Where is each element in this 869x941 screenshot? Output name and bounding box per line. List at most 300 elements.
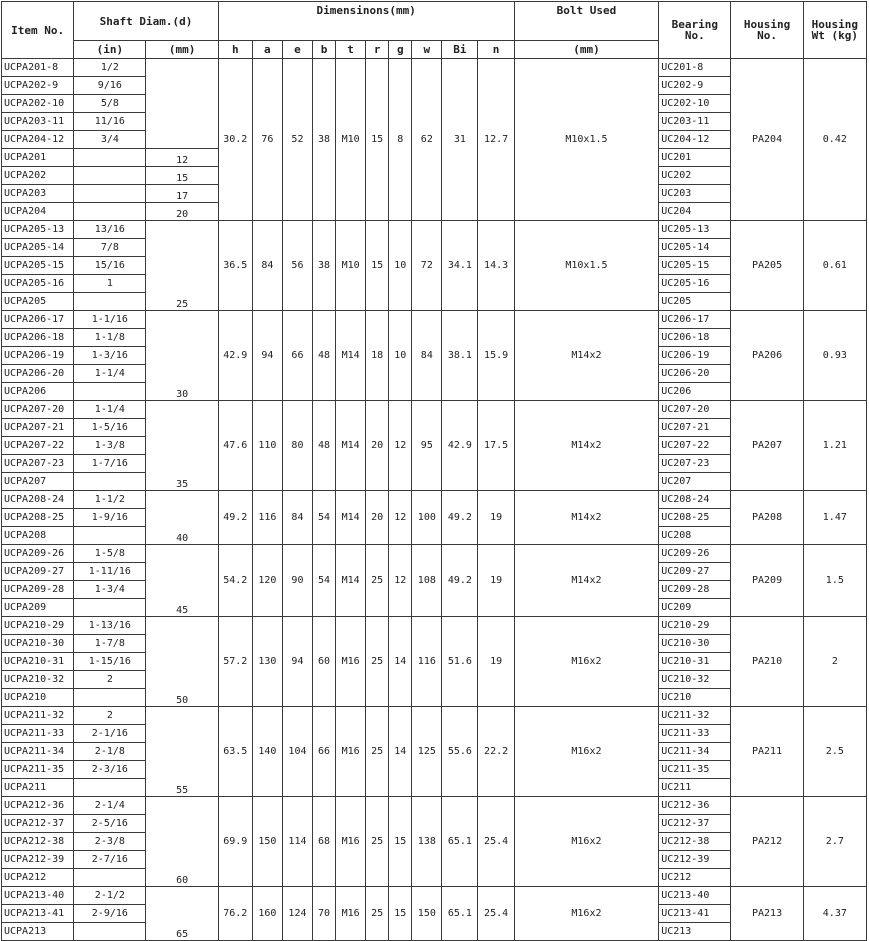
shaft-in-cell: 1-7/8	[74, 635, 146, 653]
dim-g-cell: 15	[389, 887, 412, 941]
item-no-cell: UCPA205-14	[2, 239, 74, 257]
bearing-no-cell: UC202-9	[659, 77, 731, 95]
dim-t-cell: M10	[336, 221, 366, 311]
shaft-in-cell	[74, 383, 146, 401]
dim-e-cell: 84	[282, 491, 312, 545]
shaft-in-cell: 1-15/16	[74, 653, 146, 671]
table-row	[2, 545, 867, 563]
dim-b-cell: 70	[313, 887, 336, 941]
dim-b-cell: 60	[313, 617, 336, 707]
dim-h-cell: 49.2	[218, 491, 252, 545]
shaft-in-cell: 5/8	[74, 95, 146, 113]
table-header	[2, 2, 867, 59]
item-no-cell: UCPA207	[2, 473, 74, 491]
housing-wt-cell: 2	[803, 617, 866, 707]
table-row	[2, 59, 867, 77]
bearing-no-cell: UC206-17	[659, 311, 731, 329]
shaft-in-cell: 1-13/16	[74, 617, 146, 635]
shaft-mm-cell: 35	[146, 401, 218, 491]
dim-a-cell: 120	[252, 545, 282, 617]
dim-bi-cell: 51.6	[442, 617, 478, 707]
dim-t-cell: M16	[336, 617, 366, 707]
dim-h-cell: 63.5	[218, 707, 252, 797]
header-dim-r: r	[366, 41, 389, 59]
dim-n-cell: 19	[478, 491, 514, 545]
dim-a-cell: 150	[252, 797, 282, 887]
shaft-in-cell	[74, 203, 146, 221]
dim-bi-cell: 65.1	[442, 797, 478, 887]
dim-e-cell: 104	[282, 707, 312, 797]
item-no-cell: UCPA211	[2, 779, 74, 797]
item-no-cell: UCPA204-12	[2, 131, 74, 149]
dim-n-cell: 22.2	[478, 707, 514, 797]
header-dim-t: t	[336, 41, 366, 59]
dim-w-cell: 62	[412, 59, 442, 221]
dim-e-cell: 114	[282, 797, 312, 887]
shaft-in-cell: 2	[74, 707, 146, 725]
dim-n-cell: 12.7	[478, 59, 514, 221]
dim-a-cell: 84	[252, 221, 282, 311]
dim-bi-cell: 31	[442, 59, 478, 221]
bearing-no-cell: UC203	[659, 185, 731, 203]
item-no-cell: UCPA210	[2, 689, 74, 707]
bearing-no-cell: UC204-12	[659, 131, 731, 149]
dim-h-cell: 54.2	[218, 545, 252, 617]
bearing-no-cell: UC207-23	[659, 455, 731, 473]
dim-a-cell: 116	[252, 491, 282, 545]
housing-no-cell: PA211	[731, 707, 803, 797]
shaft-in-cell	[74, 779, 146, 797]
dim-bi-cell: 65.1	[442, 887, 478, 941]
bolt-used-cell: M14x2	[514, 311, 658, 401]
dim-w-cell: 100	[412, 491, 442, 545]
header-dim-n: n	[478, 41, 514, 59]
dim-b-cell: 66	[313, 707, 336, 797]
dim-h-cell: 76.2	[218, 887, 252, 941]
dim-g-cell: 8	[389, 59, 412, 221]
dim-a-cell: 110	[252, 401, 282, 491]
dim-e-cell: 90	[282, 545, 312, 617]
header-dim-a: a	[252, 41, 282, 59]
item-no-cell: UCPA205	[2, 293, 74, 311]
housing-no-cell: PA210	[731, 617, 803, 707]
shaft-in-cell: 1-3/8	[74, 437, 146, 455]
bolt-used-cell: M10x1.5	[514, 59, 658, 221]
bearing-no-cell: UC211-35	[659, 761, 731, 779]
dim-b-cell: 54	[313, 491, 336, 545]
item-no-cell: UCPA209-28	[2, 581, 74, 599]
dim-g-cell: 10	[389, 311, 412, 401]
dim-b-cell: 48	[313, 401, 336, 491]
dim-n-cell: 25.4	[478, 887, 514, 941]
dim-e-cell: 66	[282, 311, 312, 401]
bearing-no-cell: UC211-34	[659, 743, 731, 761]
shaft-mm-cell: 20	[146, 203, 218, 221]
bearing-no-cell: UC208-24	[659, 491, 731, 509]
bearing-no-cell: UC213	[659, 923, 731, 941]
bolt-used-cell: M14x2	[514, 545, 658, 617]
shaft-in-cell: 1-7/16	[74, 455, 146, 473]
dim-h-cell: 47.6	[218, 401, 252, 491]
shaft-in-cell: 1-1/16	[74, 311, 146, 329]
bolt-used-cell: M16x2	[514, 707, 658, 797]
dim-t-cell: M16	[336, 887, 366, 941]
bearing-no-cell: UC212-36	[659, 797, 731, 815]
dim-g-cell: 12	[389, 401, 412, 491]
dim-w-cell: 125	[412, 707, 442, 797]
bearing-no-cell: UC202-10	[659, 95, 731, 113]
item-no-cell: UCPA213-41	[2, 905, 74, 923]
bearing-no-cell: UC211	[659, 779, 731, 797]
bearing-no-cell: UC212-37	[659, 815, 731, 833]
dim-t-cell: M14	[336, 401, 366, 491]
shaft-in-cell: 3/4	[74, 131, 146, 149]
shaft-in-cell: 1-5/8	[74, 545, 146, 563]
shaft-mm-cell: 60	[146, 797, 218, 887]
dim-w-cell: 108	[412, 545, 442, 617]
dim-t-cell: M14	[336, 491, 366, 545]
item-no-cell: UCPA209	[2, 599, 74, 617]
dim-r-cell: 25	[366, 545, 389, 617]
header-dim-e: e	[282, 41, 312, 59]
housing-wt-cell: 2.5	[803, 707, 866, 797]
shaft-mm-cell: 50	[146, 617, 218, 707]
dim-g-cell: 12	[389, 545, 412, 617]
dim-r-cell: 15	[366, 59, 389, 221]
bearing-no-cell: UC206	[659, 383, 731, 401]
bearing-no-cell: UC202	[659, 167, 731, 185]
bearing-no-cell: UC207	[659, 473, 731, 491]
bearing-no-cell: UC204	[659, 203, 731, 221]
dim-r-cell: 25	[366, 707, 389, 797]
table-row	[2, 797, 867, 815]
dim-r-cell: 20	[366, 491, 389, 545]
item-no-cell: UCPA212-39	[2, 851, 74, 869]
item-no-cell: UCPA207-20	[2, 401, 74, 419]
bearing-no-cell: UC207-22	[659, 437, 731, 455]
bearing-no-cell: UC210-30	[659, 635, 731, 653]
dim-b-cell: 38	[313, 59, 336, 221]
shaft-in-cell: 2-1/16	[74, 725, 146, 743]
housing-wt-cell: 0.42	[803, 59, 866, 221]
item-no-cell: UCPA208-25	[2, 509, 74, 527]
item-no-cell: UCPA212-38	[2, 833, 74, 851]
dim-bi-cell: 34.1	[442, 221, 478, 311]
item-no-cell: UCPA208	[2, 527, 74, 545]
shaft-mm-cell: 12	[146, 149, 218, 167]
bearing-no-cell: UC210	[659, 689, 731, 707]
bearing-no-cell: UC212	[659, 869, 731, 887]
bearing-no-cell: UC205-16	[659, 275, 731, 293]
dim-a-cell: 76	[252, 59, 282, 221]
header-bearing-no: Bearing No.	[659, 2, 731, 59]
dim-n-cell: 15.9	[478, 311, 514, 401]
table-row	[2, 491, 867, 509]
bearing-no-cell: UC201-8	[659, 59, 731, 77]
bearing-no-cell: UC212-39	[659, 851, 731, 869]
item-no-cell: UCPA202-10	[2, 95, 74, 113]
table-row	[2, 401, 867, 419]
dim-w-cell: 84	[412, 311, 442, 401]
housing-no-cell: PA208	[731, 491, 803, 545]
dim-r-cell: 25	[366, 797, 389, 887]
item-no-cell: UCPA207-23	[2, 455, 74, 473]
dim-g-cell: 15	[389, 797, 412, 887]
dim-b-cell: 38	[313, 221, 336, 311]
dim-r-cell: 25	[366, 617, 389, 707]
dim-e-cell: 52	[282, 59, 312, 221]
bearing-no-cell: UC209	[659, 599, 731, 617]
bearing-no-cell: UC208-25	[659, 509, 731, 527]
item-no-cell: UCPA207-22	[2, 437, 74, 455]
item-no-cell: UCPA205-16	[2, 275, 74, 293]
bearing-no-cell: UC205-13	[659, 221, 731, 239]
bearing-no-cell: UC210-29	[659, 617, 731, 635]
dim-bi-cell: 55.6	[442, 707, 478, 797]
dim-w-cell: 72	[412, 221, 442, 311]
dim-n-cell: 19	[478, 545, 514, 617]
housing-wt-cell: 2.7	[803, 797, 866, 887]
header-housing-wt: Housing Wt (kg)	[803, 2, 866, 59]
dim-t-cell: M14	[336, 311, 366, 401]
housing-wt-cell: 4.37	[803, 887, 866, 941]
shaft-in-cell: 1-5/16	[74, 419, 146, 437]
shaft-in-cell	[74, 599, 146, 617]
table-row	[2, 707, 867, 725]
shaft-in-cell: 15/16	[74, 257, 146, 275]
housing-no-cell: PA209	[731, 545, 803, 617]
bearing-no-cell: UC205	[659, 293, 731, 311]
shaft-in-cell: 2	[74, 671, 146, 689]
shaft-in-cell: 1-1/4	[74, 401, 146, 419]
dim-e-cell: 80	[282, 401, 312, 491]
bearing-no-cell: UC206-19	[659, 347, 731, 365]
shaft-mm-cell: 40	[146, 491, 218, 545]
bearing-no-cell: UC211-32	[659, 707, 731, 725]
item-no-cell: UCPA212-37	[2, 815, 74, 833]
header-dim-h: h	[218, 41, 252, 59]
item-no-cell: UCPA210-31	[2, 653, 74, 671]
bearing-no-cell: UC212-38	[659, 833, 731, 851]
bearing-no-cell: UC209-26	[659, 545, 731, 563]
bolt-used-cell: M16x2	[514, 887, 658, 941]
header-dim-b: b	[313, 41, 336, 59]
dim-e-cell: 94	[282, 617, 312, 707]
dim-g-cell: 12	[389, 491, 412, 545]
housing-no-cell: PA205	[731, 221, 803, 311]
dim-bi-cell: 49.2	[442, 545, 478, 617]
dim-h-cell: 36.5	[218, 221, 252, 311]
bolt-used-cell: M14x2	[514, 401, 658, 491]
item-no-cell: UCPA205-15	[2, 257, 74, 275]
dim-bi-cell: 49.2	[442, 491, 478, 545]
dim-h-cell: 42.9	[218, 311, 252, 401]
shaft-mm-cell: 55	[146, 707, 218, 797]
bolt-used-cell: M10x1.5	[514, 221, 658, 311]
header-dim-w: w	[412, 41, 442, 59]
shaft-in-cell	[74, 689, 146, 707]
header-dim-g: g	[389, 41, 412, 59]
bearing-no-cell: UC203-11	[659, 113, 731, 131]
bearing-no-cell: UC211-33	[659, 725, 731, 743]
item-no-cell: UCPA202	[2, 167, 74, 185]
dim-n-cell: 19	[478, 617, 514, 707]
bearing-no-cell: UC201	[659, 149, 731, 167]
shaft-in-cell: 1-9/16	[74, 509, 146, 527]
shaft-in-cell: 1-1/8	[74, 329, 146, 347]
item-no-cell: UCPA201	[2, 149, 74, 167]
dim-g-cell: 14	[389, 617, 412, 707]
item-no-cell: UCPA207-21	[2, 419, 74, 437]
housing-no-cell: PA204	[731, 59, 803, 221]
item-no-cell: UCPA206-19	[2, 347, 74, 365]
housing-wt-cell: 0.93	[803, 311, 866, 401]
dim-t-cell: M10	[336, 59, 366, 221]
item-no-cell: UCPA206-17	[2, 311, 74, 329]
dim-n-cell: 14.3	[478, 221, 514, 311]
header-mm: (mm)	[146, 41, 218, 59]
item-no-cell: UCPA211-35	[2, 761, 74, 779]
bearing-no-cell: UC213-40	[659, 887, 731, 905]
dim-g-cell: 10	[389, 221, 412, 311]
dim-r-cell: 25	[366, 887, 389, 941]
shaft-in-cell: 9/16	[74, 77, 146, 95]
shaft-in-cell	[74, 869, 146, 887]
item-no-cell: UCPA206-18	[2, 329, 74, 347]
table-row	[2, 887, 867, 905]
shaft-in-cell: 7/8	[74, 239, 146, 257]
item-no-cell: UCPA206	[2, 383, 74, 401]
dim-w-cell: 116	[412, 617, 442, 707]
dim-e-cell: 56	[282, 221, 312, 311]
item-no-cell: UCPA203	[2, 185, 74, 203]
dim-n-cell: 17.5	[478, 401, 514, 491]
dim-a-cell: 140	[252, 707, 282, 797]
shaft-mm-cell: 65	[146, 887, 218, 941]
bolt-used-cell: M14x2	[514, 491, 658, 545]
dim-w-cell: 95	[412, 401, 442, 491]
dim-r-cell: 15	[366, 221, 389, 311]
dim-h-cell: 69.9	[218, 797, 252, 887]
bearing-no-cell: UC207-20	[659, 401, 731, 419]
item-no-cell: UCPA211-33	[2, 725, 74, 743]
item-no-cell: UCPA209-26	[2, 545, 74, 563]
dim-t-cell: M14	[336, 545, 366, 617]
dim-w-cell: 150	[412, 887, 442, 941]
item-no-cell: UCPA209-27	[2, 563, 74, 581]
shaft-in-cell: 1-1/4	[74, 365, 146, 383]
dim-b-cell: 68	[313, 797, 336, 887]
shaft-in-cell: 2-1/2	[74, 887, 146, 905]
item-no-cell: UCPA201-8	[2, 59, 74, 77]
bearing-no-cell: UC206-18	[659, 329, 731, 347]
shaft-in-cell	[74, 923, 146, 941]
shaft-in-cell: 1/2	[74, 59, 146, 77]
header-shaft-diam: Shaft Diam.(d)	[74, 2, 218, 41]
item-no-cell: UCPA210-32	[2, 671, 74, 689]
housing-wt-cell: 1.21	[803, 401, 866, 491]
item-no-cell: UCPA202-9	[2, 77, 74, 95]
item-no-cell: UCPA210-29	[2, 617, 74, 635]
bearing-no-cell: UC213-41	[659, 905, 731, 923]
bearing-no-cell: UC208	[659, 527, 731, 545]
shaft-in-cell	[74, 527, 146, 545]
shaft-in-cell: 1	[74, 275, 146, 293]
shaft-in-cell	[74, 293, 146, 311]
shaft-in-cell: 11/16	[74, 113, 146, 131]
table-row	[2, 617, 867, 635]
dim-g-cell: 14	[389, 707, 412, 797]
bearing-no-cell: UC205-15	[659, 257, 731, 275]
housing-no-cell: PA207	[731, 401, 803, 491]
item-no-cell: UCPA212	[2, 869, 74, 887]
item-no-cell: UCPA212-36	[2, 797, 74, 815]
dim-t-cell: M16	[336, 707, 366, 797]
shaft-in-cell: 1-3/16	[74, 347, 146, 365]
dim-n-cell: 25.4	[478, 797, 514, 887]
bolt-used-cell: M16x2	[514, 617, 658, 707]
housing-wt-cell: 1.47	[803, 491, 866, 545]
bearing-no-cell: UC207-21	[659, 419, 731, 437]
shaft-in-cell: 1-11/16	[74, 563, 146, 581]
header-dim-bi: Bi	[442, 41, 478, 59]
item-no-cell: UCPA204	[2, 203, 74, 221]
shaft-mm-cell: 15	[146, 167, 218, 185]
shaft-in-cell: 2-9/16	[74, 905, 146, 923]
shaft-mm-cell: 25	[146, 221, 218, 311]
dim-h-cell: 30.2	[218, 59, 252, 221]
item-no-cell: UCPA211-32	[2, 707, 74, 725]
dim-h-cell: 57.2	[218, 617, 252, 707]
shaft-mm-cell: 30	[146, 311, 218, 401]
shaft-in-cell: 2-3/8	[74, 833, 146, 851]
dim-r-cell: 18	[366, 311, 389, 401]
shaft-in-cell	[74, 149, 146, 167]
dim-a-cell: 160	[252, 887, 282, 941]
housing-wt-cell: 1.5	[803, 545, 866, 617]
item-no-cell: UCPA208-24	[2, 491, 74, 509]
shaft-in-cell: 1-3/4	[74, 581, 146, 599]
shaft-in-cell: 2-3/16	[74, 761, 146, 779]
shaft-mm-cell: 17	[146, 185, 218, 203]
dim-a-cell: 130	[252, 617, 282, 707]
item-no-cell: UCPA213-40	[2, 887, 74, 905]
shaft-in-cell: 2-5/16	[74, 815, 146, 833]
item-no-cell: UCPA205-13	[2, 221, 74, 239]
bearing-no-cell: UC205-14	[659, 239, 731, 257]
housing-wt-cell: 0.61	[803, 221, 866, 311]
shaft-in-cell	[74, 473, 146, 491]
bearing-spec-table	[1, 1, 867, 941]
dim-b-cell: 48	[313, 311, 336, 401]
dim-a-cell: 94	[252, 311, 282, 401]
shaft-mm-cell: 45	[146, 545, 218, 617]
shaft-in-cell: 13/16	[74, 221, 146, 239]
table-row	[2, 221, 867, 239]
dim-w-cell: 138	[412, 797, 442, 887]
item-no-cell: UCPA211-34	[2, 743, 74, 761]
bolt-used-cell: M16x2	[514, 797, 658, 887]
bearing-no-cell: UC210-31	[659, 653, 731, 671]
dim-bi-cell: 38.1	[442, 311, 478, 401]
bearing-no-cell: UC206-20	[659, 365, 731, 383]
header-bolt-used: Bolt Used	[514, 2, 658, 41]
housing-no-cell: PA206	[731, 311, 803, 401]
header-dimensions: Dimensinons(mm)	[218, 2, 514, 41]
bearing-no-cell: UC210-32	[659, 671, 731, 689]
shaft-in-cell: 1-1/2	[74, 491, 146, 509]
header-item-no: Item No.	[2, 2, 74, 59]
